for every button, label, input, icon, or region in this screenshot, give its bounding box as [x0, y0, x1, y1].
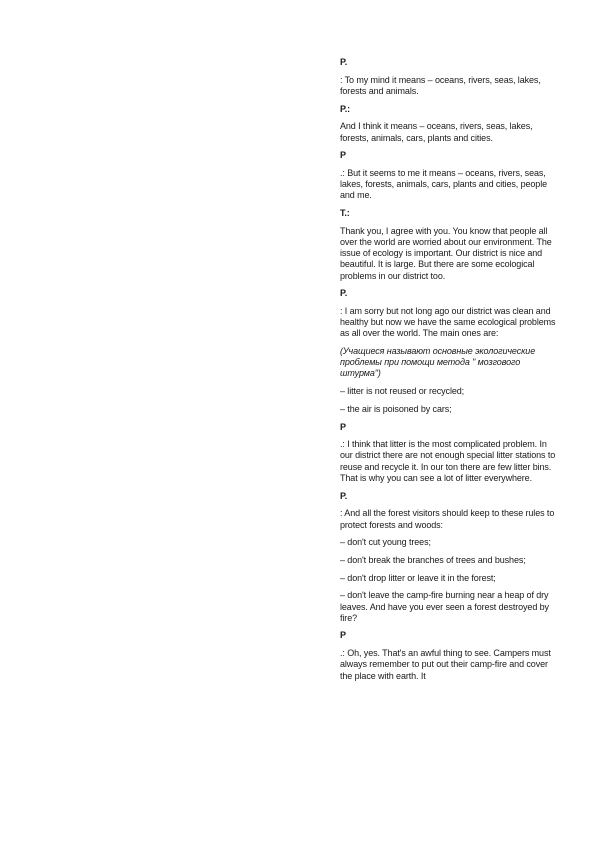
dialogue-text: And I think it means – oceans, rivers, seas, lakes, forests, animals, cars, plants and cities.	[340, 121, 533, 143]
dialogue-text: : And all the forest visitors should keep to these rules to protect forests and woods:	[340, 508, 555, 530]
list-item: – don't cut young trees;	[340, 537, 431, 548]
speaker-label: P	[340, 421, 346, 432]
list-item: – litter is not reused or recycled;	[340, 386, 465, 397]
dialogue-text: Thank you, I agree with you. You know that people all over the world are worried about our environment. The issue of ecology is important. Our district is nice and beautiful. It is large. But there are some ecological problems in our district too.	[340, 225, 552, 281]
list-item: – the air is poisoned by cars;	[340, 403, 452, 414]
list-item: – don't break the branches of trees and bushes;	[340, 554, 526, 565]
dialogue-text: .: Oh, yes. That's an awful thing to see. Campers must always remember to put out their camp-fire and cover the place with earth. It	[340, 648, 551, 681]
dialogue-text: : To my mind it means – oceans, rivers, seas, lakes, forests and animals.	[340, 74, 541, 96]
speaker-label: T.:	[340, 208, 350, 219]
speaker-label: P	[340, 630, 346, 641]
speaker-label: P.	[340, 57, 348, 67]
speaker-label: P.:	[340, 103, 351, 114]
dialogue-text: .: I think that litter is the most complicated problem. In our district there are not enough special litter stations to reuse and recycle it. In our ton there are few litter bins. That is why you can see a lot of litter everywhere.	[340, 439, 556, 483]
dialogue-text: .: But it seems to me it means – oceans, rivers, seas, lakes, forests, animals, cars, plants and cities, people and me.	[340, 167, 548, 201]
list-item: – don't leave the camp-fire burning near a heap of dry leaves. And have you ever seen a forest destroyed by fire?	[340, 590, 549, 623]
speaker-label: P.	[340, 490, 348, 501]
dialogue-column	[340, 57, 558, 688]
list-item: – don't drop litter or leave it in the forest;	[340, 572, 496, 583]
russian-instruction: (Учащиеся называют основные экологические проблемы при помощи метода " мозгового штурма")	[340, 346, 536, 379]
speaker-label: P	[340, 150, 346, 161]
speaker-label: P.	[340, 288, 348, 299]
dialogue-text: : I am sorry but not long ago our district was clean and healthy but now we have the same ecological problems as all over the world. The main ones are:	[340, 305, 556, 339]
